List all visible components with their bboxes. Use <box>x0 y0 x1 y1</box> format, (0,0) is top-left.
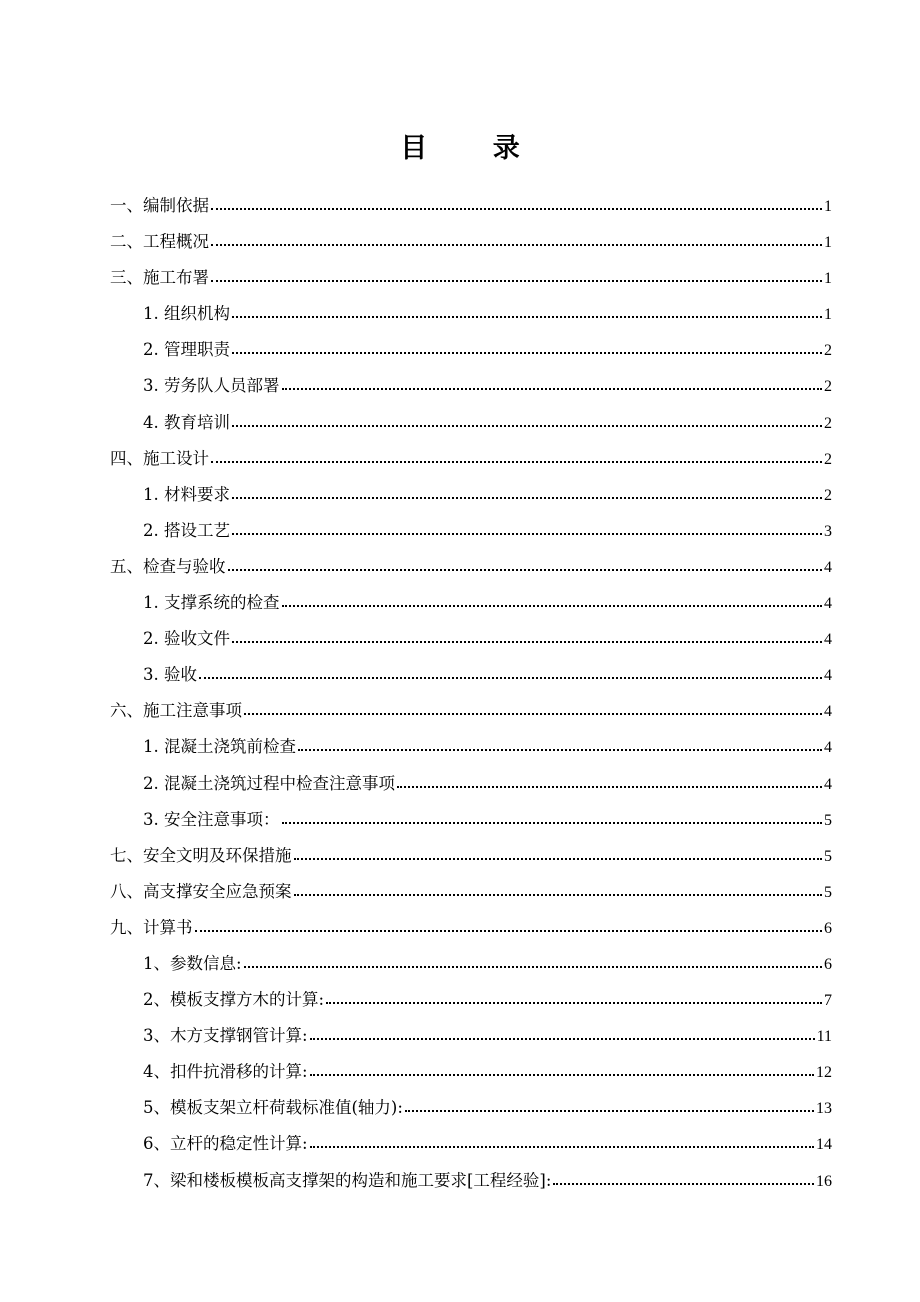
toc-entry[interactable] <box>110 1058 832 1094</box>
toc-entry-page-number: 14 <box>816 1136 832 1154</box>
toc-dot-leader <box>211 243 822 246</box>
toc-entry-label: 九、计算书 <box>110 917 193 937</box>
toc-entry[interactable] <box>110 300 832 336</box>
toc-entry-page-number: 7 <box>824 992 832 1010</box>
toc-dot-leader <box>232 424 822 427</box>
toc-entry-label: 1. 混凝土浇筑前检查 <box>143 737 296 757</box>
toc-entry-page-number: 4 <box>824 739 832 757</box>
toc-entry-label: 八、高支撑安全应急预案 <box>110 881 292 901</box>
toc-entry-label: 2. 管理职责 <box>143 340 230 360</box>
toc-dot-leader <box>232 315 822 318</box>
toc-entry-label: 2、模板支撑方木的计算: <box>143 990 325 1010</box>
toc-entry-page-number: 13 <box>816 1100 832 1118</box>
toc-entry[interactable] <box>110 986 832 1022</box>
toc-entry-page-number: 5 <box>824 811 832 829</box>
toc-entry-page-number: 12 <box>816 1064 832 1082</box>
toc-dot-leader <box>228 568 823 571</box>
toc-entry-label: 1. 支撑系统的检查 <box>143 593 280 613</box>
toc-entry-page-number: 2 <box>824 378 832 396</box>
toc-entry[interactable] <box>110 1022 832 1058</box>
toc-dot-leader <box>244 965 822 968</box>
toc-entry[interactable] <box>110 625 832 661</box>
toc-entry[interactable] <box>110 228 832 264</box>
toc-entry-label: 三、施工布署 <box>110 268 209 288</box>
toc-entry-page-number: 1 <box>824 270 832 288</box>
toc-entry-label: 2. 混凝土浇筑过程中检查注意事项 <box>143 773 395 793</box>
toc-entry-label: 2. 验收文件 <box>143 629 230 649</box>
toc-entry[interactable] <box>110 372 832 408</box>
toc-dot-leader <box>282 604 823 607</box>
toc-dot-leader <box>282 387 823 390</box>
toc-entry[interactable] <box>110 517 832 553</box>
page-title: 目 录 <box>400 133 548 164</box>
toc-dot-leader <box>244 712 822 715</box>
toc-entry-label: 1. 材料要求 <box>143 484 230 504</box>
toc-dot-leader <box>553 1182 814 1185</box>
toc-entry-page-number: 2 <box>824 342 832 360</box>
table-of-contents <box>110 192 832 1203</box>
toc-entry[interactable] <box>110 1167 832 1203</box>
toc-dot-leader <box>294 857 823 860</box>
toc-entry-label: 七、安全文明及环保措施 <box>110 845 292 865</box>
toc-entry-page-number: 4 <box>824 631 832 649</box>
toc-entry-label: 4、扣件抗滑移的计算: <box>143 1062 308 1082</box>
toc-entry-label: 四、施工设计 <box>110 448 209 468</box>
toc-entry[interactable] <box>110 733 832 769</box>
toc-entry-label: 7、梁和楼板模板高支撑架的构造和施工要求[工程经验]: <box>143 1170 552 1190</box>
toc-entry-page-number: 1 <box>824 306 832 324</box>
toc-dot-leader <box>232 351 822 354</box>
toc-dot-leader <box>211 460 822 463</box>
toc-entry-page-number: 11 <box>816 1028 832 1046</box>
toc-entry-page-number: 4 <box>824 595 832 613</box>
toc-dot-leader <box>199 676 822 679</box>
toc-entry[interactable] <box>110 1094 832 1130</box>
toc-dot-leader <box>211 279 822 282</box>
toc-entry-label: 一、编制依据 <box>110 196 209 215</box>
toc-entry-page-number: 4 <box>824 775 832 793</box>
toc-entry-page-number: 4 <box>824 558 832 576</box>
toc-entry-page-number: 16 <box>816 1172 832 1190</box>
toc-entry-label: 五、检查与验收 <box>110 556 226 576</box>
toc-dot-leader <box>310 1037 815 1040</box>
toc-entry-label: 3. 劳务队人员部署 <box>143 376 280 396</box>
toc-entry-label: 4. 教育培训 <box>143 412 230 432</box>
toc-entry[interactable] <box>110 770 832 806</box>
toc-entry-page-number: 4 <box>824 667 832 685</box>
toc-entry-label: 3. 安全注意事项： <box>143 809 280 829</box>
toc-entry[interactable] <box>110 553 832 589</box>
toc-dot-leader <box>310 1145 814 1148</box>
toc-dot-leader <box>326 1001 822 1004</box>
toc-entry-page-number: 2 <box>824 450 832 468</box>
toc-dot-leader <box>195 929 823 932</box>
toc-entry-page-number: 1 <box>824 234 832 252</box>
toc-entry[interactable] <box>110 192 832 228</box>
toc-entry[interactable] <box>110 697 832 733</box>
toc-entry-label: 1. 组织机构 <box>143 304 230 324</box>
toc-entry[interactable] <box>110 481 832 517</box>
toc-entry-page-number: 5 <box>824 883 832 901</box>
toc-entry-page-number: 6 <box>824 919 832 937</box>
toc-entry-page-number: 1 <box>824 198 832 215</box>
toc-dot-leader <box>294 893 823 896</box>
toc-entry[interactable] <box>110 914 832 950</box>
toc-dot-leader <box>310 1073 814 1076</box>
toc-entry-page-number: 2 <box>824 486 832 504</box>
toc-entry[interactable] <box>110 1130 832 1166</box>
toc-entry-page-number: 3 <box>824 522 832 540</box>
toc-entry-label: 5、模板支架立杆荷载标准值(轴力): <box>143 1098 403 1118</box>
toc-dot-leader <box>232 640 822 643</box>
toc-entry-label: 2. 搭设工艺 <box>143 520 230 540</box>
toc-entry-label: 3、木方支撑钢管计算: <box>143 1026 308 1046</box>
toc-entry-page-number: 2 <box>824 414 832 432</box>
toc-entry-label: 6、立杆的稳定性计算: <box>143 1134 308 1154</box>
toc-entry[interactable] <box>110 445 832 481</box>
toc-entry[interactable] <box>110 409 832 445</box>
toc-entry[interactable] <box>110 950 832 986</box>
toc-entry[interactable] <box>110 878 832 914</box>
toc-entry-label: 1、参数信息: <box>143 953 242 973</box>
toc-entry-label: 二、工程概况 <box>110 232 209 252</box>
toc-entry[interactable] <box>110 589 832 625</box>
toc-entry[interactable] <box>110 806 832 842</box>
toc-entry-label: 六、施工注意事项 <box>110 701 242 721</box>
toc-entry[interactable] <box>110 336 832 372</box>
toc-dot-leader <box>232 532 822 535</box>
toc-dot-leader <box>211 207 822 210</box>
toc-entry[interactable] <box>110 264 832 300</box>
toc-dot-leader <box>397 785 822 788</box>
toc-entry-page-number: 5 <box>824 847 832 865</box>
toc-entry[interactable] <box>110 842 832 878</box>
toc-dot-leader <box>282 821 823 824</box>
toc-entry-page-number: 6 <box>824 955 832 973</box>
toc-dot-leader <box>298 748 822 751</box>
toc-dot-leader <box>405 1109 814 1112</box>
toc-entry-label: 3. 验收 <box>143 665 197 685</box>
toc-entry[interactable] <box>110 661 832 697</box>
toc-entry-page-number: 4 <box>824 703 832 721</box>
toc-dot-leader <box>232 496 822 499</box>
